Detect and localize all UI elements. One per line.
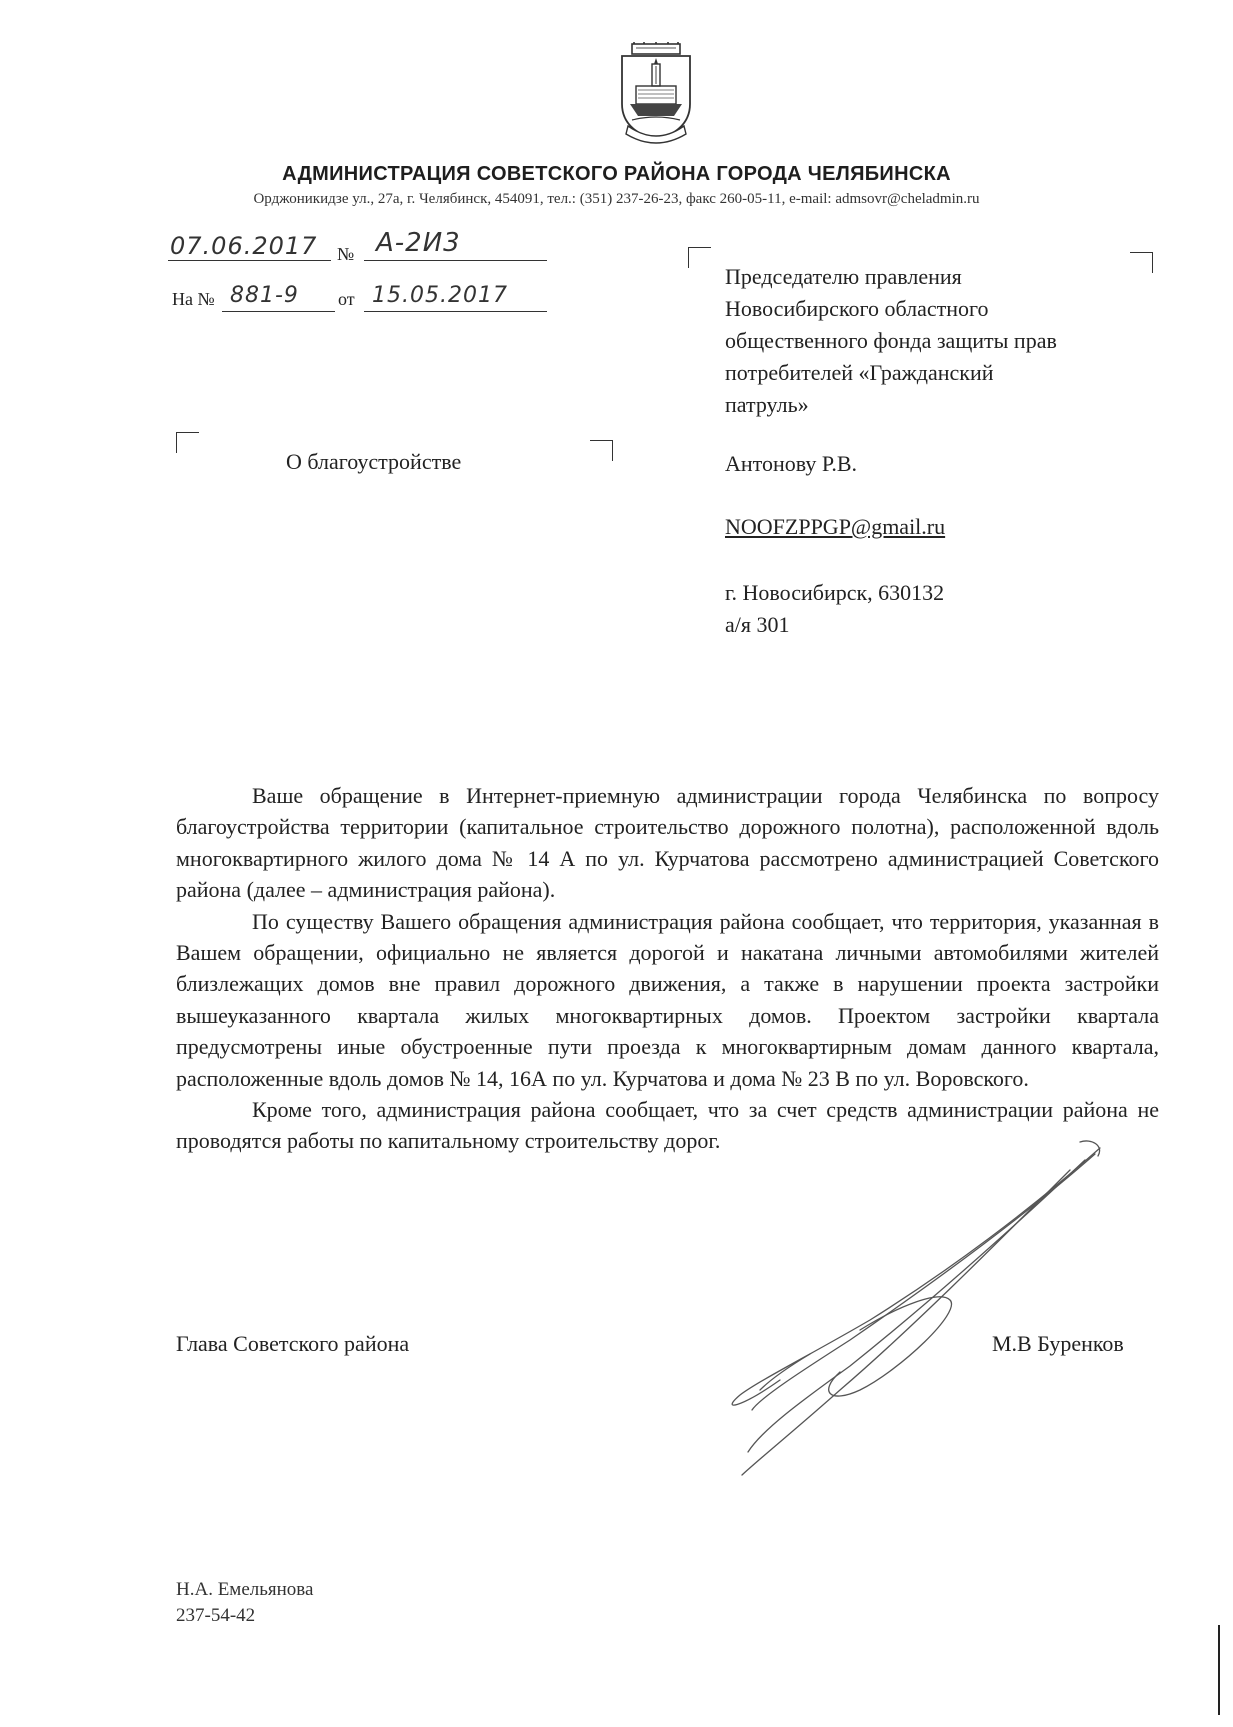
letter-subject: О благоустройстве <box>286 449 462 474</box>
recipient-line: Председателю правления <box>725 264 962 289</box>
outgoing-number: А-2И3 <box>376 228 461 258</box>
subject-corner-right <box>590 440 613 461</box>
executor-phone: 237-54-42 <box>176 1605 256 1626</box>
reference-number: 881-9 <box>230 283 299 308</box>
recipient-block <box>725 261 1165 421</box>
recipient-line: Новосибирского областного <box>725 296 989 321</box>
scan-edge-line <box>1218 1625 1220 1715</box>
number-label: № <box>337 244 355 264</box>
organization-address: Орджоникидзе ул., 27а, г. Челябинск, 454091, тел.: (351) 237-26-23, факс 260-05-11, e-mail: admsovr@cheladmin.ru <box>253 191 980 207</box>
reference-from-label: от <box>338 289 355 309</box>
letter-body <box>176 780 1159 1157</box>
organization-title: АДМИНИСТРАЦИЯ СОВЕТСКОГО РАЙОНА ГОРОДА ЧЕЛЯБИНСКА <box>282 163 951 185</box>
reference-date: 15.05.2017 <box>372 283 508 308</box>
reference-label: На № <box>172 289 215 309</box>
subject-corner-left <box>176 432 199 453</box>
recipient-city: г. Новосибирск, 630132 <box>725 580 945 605</box>
recipient-line: патруль» <box>725 392 809 417</box>
coat-of-arms-icon <box>614 42 698 150</box>
handwritten-signature <box>700 1140 1160 1510</box>
executor-name: Н.А. Емельянова <box>176 1579 314 1600</box>
body-paragraph: Кроме того, администрация района сообщает, что за счет средств администрации района не проводятся работы по капитальному строительству дорог. <box>176 1097 1159 1154</box>
recipient-email-link[interactable]: NOOFZPPGP@gmail.ru <box>725 514 946 539</box>
body-paragraph: Ваше обращение в Интернет-приемную администрации города Челябинска по вопросу благоустройства территории (капитальное строительство дорожного полотна), расположенной вдоль многоквартирного жилого дома № 14 А по ул. Курчатова рассмотрено администрацией Советского района (далее – администрация района). <box>176 783 1159 903</box>
body-paragraph: По существу Вашего обращения администрация района сообщает, что территория, указанная в Вашем обращении, официально не является дорогой и накатана личными автомобилями жителей близлежащих домов вне правил дорожного движения, а также в нарушении проекта застройки вышеуказанного квартала жилых многоквартирных домов. Проектом застройки квартала предусмотрены иные обустроенные пути проезда к многоквартирным домам данного квартала, расположенные вдоль домов № 14, 16А по ул. Курчатова и дома № 23 В по ул. Воровского. <box>176 908 1159 1091</box>
recipient-line: общественного фонда защиты прав <box>725 328 1057 353</box>
signatory-position: Глава Советского района <box>176 1331 410 1356</box>
recipient-name: Антонову Р.В. <box>725 451 858 476</box>
recipient-corner-left <box>688 247 711 268</box>
recipient-line: потребителей «Гражданский <box>725 360 994 385</box>
outgoing-date: 07.06.2017 <box>170 232 318 260</box>
signatory-name: М.В Буренков <box>992 1331 1124 1356</box>
recipient-po-box: а/я 301 <box>725 612 790 637</box>
